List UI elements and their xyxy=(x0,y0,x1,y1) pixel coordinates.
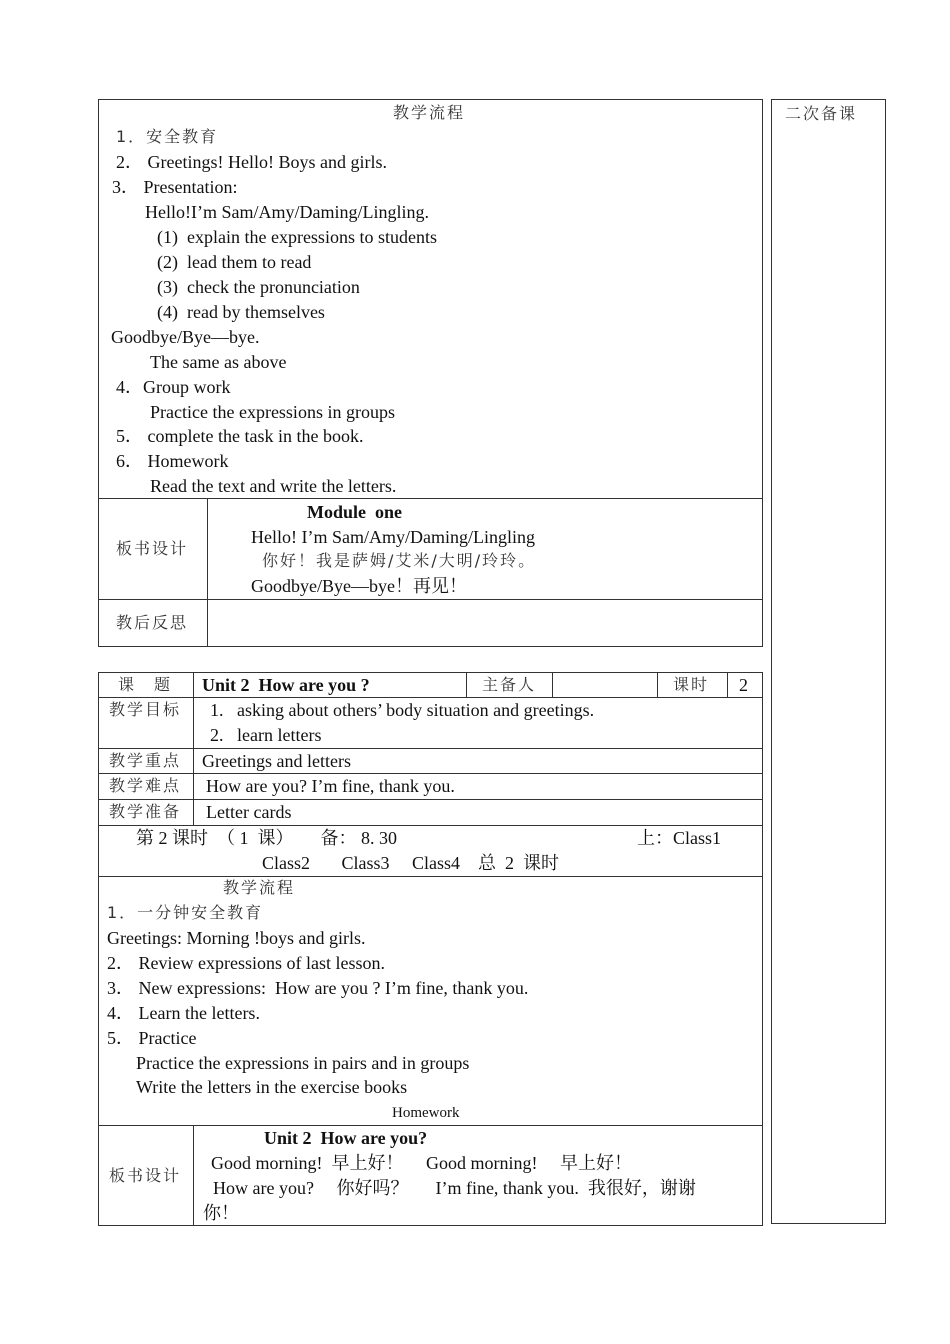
flow-line: 5． complete the task in the book. xyxy=(116,426,364,446)
key-point-label: 教学重点 xyxy=(109,751,182,770)
board-line: Hello! I’m Sam/Amy/Daming/Lingling xyxy=(251,527,535,547)
flow-line: (4) read by themselves xyxy=(157,302,325,322)
flow-line: Greetings: Morning !boys and girls. xyxy=(107,928,366,948)
board-design-label: 板书设计 xyxy=(109,1166,182,1185)
flow-line: (3) check the pronunciation xyxy=(157,277,360,297)
board-line: How are you? 你好吗？ I’m fine, thank you. 我很好，谢谢 xyxy=(213,1178,696,1198)
flow-line: (1) explain the expressions to students xyxy=(157,227,437,247)
difficulty-label: 教学难点 xyxy=(109,776,182,795)
board-title: Module one xyxy=(307,502,403,522)
lesson-plan-table-2 xyxy=(98,672,763,1226)
flow-line: Practice the expressions in pairs and in groups xyxy=(136,1053,470,1073)
revision-label: 二次备课 xyxy=(785,104,858,123)
board-title: Unit 2 How are you? xyxy=(264,1128,428,1148)
flow-line: 2． Greetings! Hello! Boys and girls. xyxy=(116,152,387,172)
reflection-label: 教后反思 xyxy=(116,613,189,632)
flow-line: Write the letters in the exercise books xyxy=(136,1077,408,1097)
goal-label: 教学目标 xyxy=(109,700,182,719)
flow-line: 4． Learn the letters. xyxy=(107,1003,260,1023)
flow-line: 3． New expressions: How are you ? I’m fine, thank you. xyxy=(107,978,529,998)
topic-label: 课 题 xyxy=(118,675,173,694)
flow-line: Hello!I’m Sam/Amy/Daming/Lingling. xyxy=(145,202,429,222)
flow-line: 3． Presentation: xyxy=(112,177,238,197)
board-design-label: 板书设计 xyxy=(116,539,189,558)
flow-line: Read the text and write the letters. xyxy=(150,476,397,496)
difficulty-value: How are you? I’m fine, thank you. xyxy=(206,776,455,796)
homework-label: Homework xyxy=(392,1105,460,1121)
board-line: Good morning! 早上好！ Good morning! 早上好！ xyxy=(211,1153,632,1173)
schedule-line: 第 2 课时 （ 1 课） 备： 8. 30 xyxy=(136,828,397,848)
preparation-value: Letter cards xyxy=(206,802,292,822)
section-heading: 教学流程 xyxy=(393,103,466,122)
schedule-class: 上：Class1 xyxy=(637,828,722,848)
board-line: 你！ xyxy=(203,1203,239,1223)
periods-label: 课时 xyxy=(673,675,710,694)
preparation-label: 教学准备 xyxy=(109,802,182,821)
board-line: Goodbye/Bye—bye！再见！ xyxy=(251,576,467,596)
revision-column xyxy=(771,99,886,1224)
goal-line: 2. learn letters xyxy=(210,725,322,745)
flow-line: 6． Homework xyxy=(116,451,229,471)
preparer-label: 主备人 xyxy=(482,675,537,694)
flow-line: 5． Practice xyxy=(107,1028,197,1048)
flow-line: 1．安全教育 xyxy=(116,127,219,146)
periods-value: 2 xyxy=(739,675,748,695)
flow-line: Practice the expressions in groups xyxy=(150,402,395,422)
flow-line: The same as above xyxy=(150,352,287,372)
board-line: 你好！我是萨姆/艾米/大明/玲玲。 xyxy=(262,551,537,570)
key-point-value: Greetings and letters xyxy=(202,751,351,771)
goal-line: 1. asking about others’ body situation and greetings. xyxy=(210,700,595,720)
section-heading: 教学流程 xyxy=(223,878,296,897)
flow-line: (2) lead them to read xyxy=(157,252,312,272)
flow-line: 4．Group work xyxy=(116,377,231,397)
flow-line: 1．一分钟安全教育 xyxy=(107,903,264,922)
topic-value: Unit 2 How are you ? xyxy=(202,675,370,695)
schedule-classes: Class2 Class3 Class4 总 2 课时 xyxy=(262,853,560,873)
flow-line: Goodbye/Bye—bye. xyxy=(111,327,260,347)
flow-line: 2． Review expressions of last lesson. xyxy=(107,953,385,973)
